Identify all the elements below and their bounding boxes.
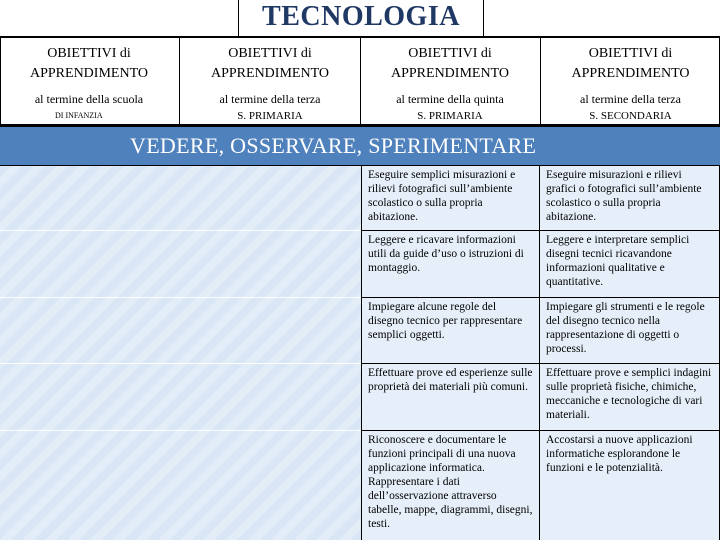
table-cell-quinta: Effettuare prove ed esperienze sulle proprietà dei materiali più comuni. [361,364,540,431]
divider [360,36,361,126]
header-col-infanzia [0,38,178,126]
divider [0,36,1,126]
header-col-primaria-terza [180,38,360,126]
header-objective: OBIETTIVI di APPRENDIMENTO [30,46,148,81]
divider [179,36,180,126]
header-col-primaria-quinta [361,38,539,126]
header-level: S. SECONDARIA [589,110,672,122]
table-cell-secondaria: Impiegare gli strumenti e le regole del disegno tecnico nella rappresentazione di oggetti o processi. [540,298,720,364]
divider [540,36,541,126]
header-col-secondaria [541,38,720,126]
table-cell-quinta: Eseguire semplici misurazioni e rilievi fotografici sull’ambiente scolastico o sulla propria abitazione. [361,166,540,231]
table-cell-secondaria: Leggere e interpretare semplici disegni tecnici ricavandone informazioni qualitative e quantitative. [540,231,720,298]
page-title: TECNOLOGIA [238,0,484,36]
empty-columns-background [0,166,361,540]
section-banner [0,126,720,166]
header-level: S. PRIMARIA [237,110,303,122]
table-cell-quinta: Impiegare alcune regole del disegno tecnico per rappresentare semplici oggetti. [361,298,540,364]
header-term: al termine della terza [219,92,321,106]
divider [0,363,361,364]
header-term: al termine della terza [580,92,681,106]
table-cell-secondaria: Eseguire misurazioni e rilievi grafici o fotografici sull’ambiente scolastico o sulla propria abitazione. [540,166,720,231]
header-level: S. PRIMARIA [417,110,483,122]
header-objective: OBIETTIVI di APPRENDIMENTO [211,46,329,81]
header-term: al termine della scuola [34,92,144,106]
header-level: DI INFANZIA [55,111,103,120]
divider [0,297,361,298]
section-title: VEDERE, OSSERVARE, SPERIMENTARE [130,133,537,158]
header-term: al termine della quinta [396,92,504,106]
divider [0,430,361,431]
divider [0,230,361,231]
table-cell-secondaria: Effettuare prove e semplici indagini sulle proprietà fisiche, chimiche, meccaniche e tecnologiche di vari materiali. [540,364,720,431]
table-cell-quinta: Riconoscere e documentare le funzioni principali di una nuova applicazione informatica. Rappresentare i dati dell’osservazione attraverso tabelle, mappe, diagrammi, disegni, testi. [361,431,540,540]
header-objective: OBIETTIVI di APPRENDIMENTO [571,46,690,81]
table-cell-secondaria: Accostarsi a nuove applicazioni informatiche esplorandone le funzioni e le potenzialità. [540,431,720,540]
table-cell-quinta: Leggere e ricavare informazioni utili da guide d’uso o istruzioni di montaggio. [361,231,540,298]
header-objective: OBIETTIVI di APPRENDIMENTO [391,46,509,81]
